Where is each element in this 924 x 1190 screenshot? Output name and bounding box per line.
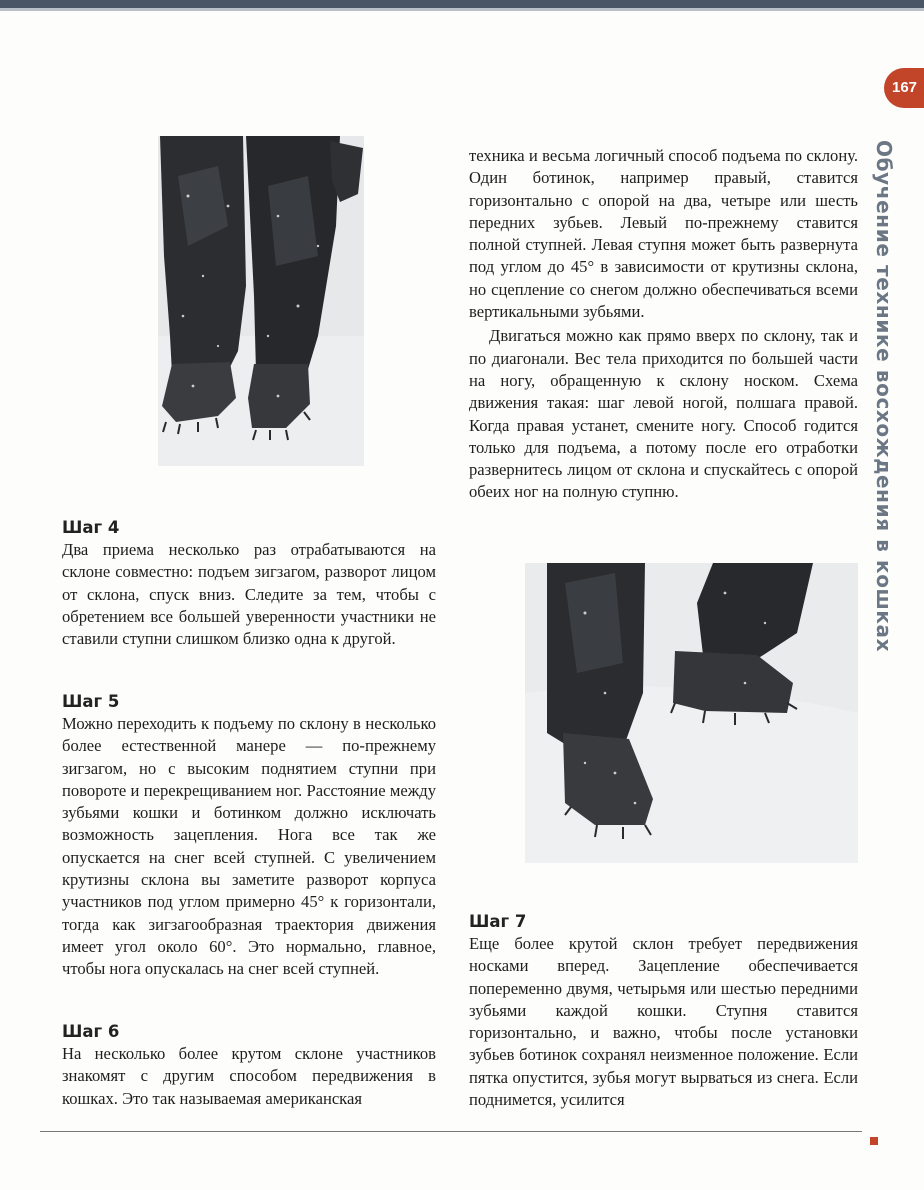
paragraph-movement-scheme: Двигаться можно как прямо вверх по склону, так и по диагонали. Вес тела приходится по большей части на ногу, обращенную к склону носком. Схема движения такая: шаг левой ногой, полшага правой. Когда правая устанет, смените ногу. Способ годится только для подъема, а потому после его отработки развернитесь лицом от склона и спускайтесь с опорой обеих ног на полную ступню. xyxy=(469,326,858,502)
page-number-badge: 167 xyxy=(884,68,924,108)
top-edge-line xyxy=(0,8,924,11)
top-edge-bar xyxy=(0,0,924,8)
step-5-text: Можно переходить к подъему по склону в несколько более естественной манере — по-прежнему зигзагом, но с высоким поднятием ступни при повороте и перекрещиванием ног. Расстояние между зубьями кошки и ботинком должно исключать возможность зацепления. Нога все так же опускается на снег всей ступней. С увеличением крутизны склона вы заметите разворот корпуса участников под углом примерно 45° к горизонтали, тогда как зигзагообразная траектория движения имеет угол около 60°. Это нормально, главное, чтобы нога опускалась на снег всей ступней. xyxy=(62,714,436,979)
step-7-block xyxy=(469,911,858,1111)
step-5-title: Шаг 5 xyxy=(62,692,120,711)
right-column-top xyxy=(469,145,858,504)
step-6-text: На несколько более крутом склоне участников знакомят с другим способом передвижения в кошках. Это так называемая американская xyxy=(62,1044,436,1108)
chapter-side-title: Обучение технике восхождения в кошках xyxy=(872,140,896,653)
step-7-text: Еще более крутой склон требует передвижения носками вперед. Зацепление обеспечивается попеременно двумя, четырьмя или шестью передними зубьями каждой кошки. Ступня ставится горизонтально, и важно, чтобы после установки зубьев ботинок сохранял неизменное положение. Если пятка опустится, зубья могут вырваться из снега. Если поднимется, усилится xyxy=(469,934,858,1110)
continued-marker xyxy=(870,1137,878,1145)
step-6-title: Шаг 6 xyxy=(62,1022,120,1041)
step-5-block xyxy=(62,691,436,981)
step-4-text: Два приема несколько раз отрабатываются на склоне совместно: подъем зигзагом, разворот лицом от склона, спуск вниз. Следите за тем, чтобы с обретением все большей уверенности участники не ставили ступни слишком близко одна к другой. xyxy=(62,540,436,649)
step-4-title: Шаг 4 xyxy=(62,518,120,537)
step-4-block xyxy=(62,517,436,650)
bottom-rule xyxy=(40,1131,862,1132)
feet-in-crampons-frontpointing-photo xyxy=(525,563,858,863)
step-7-title: Шаг 7 xyxy=(469,912,527,931)
feet-in-crampons-zigzag-photo xyxy=(158,136,364,466)
step-6-block xyxy=(62,1021,436,1110)
paragraph-american-technique: техника и весьма логичный способ подъема по склону. Один ботинок, например правый, ставится горизонтально с опорой на два, четыре или шесть передних зубьев. Левый по-прежнему ставится полной ступней. Левая ступня может быть развернута под углом до 45° в зависимости от крутизны склона, но сцепление со снегом должно обеспечиваться всеми вертикальными зубьями. xyxy=(469,146,858,322)
